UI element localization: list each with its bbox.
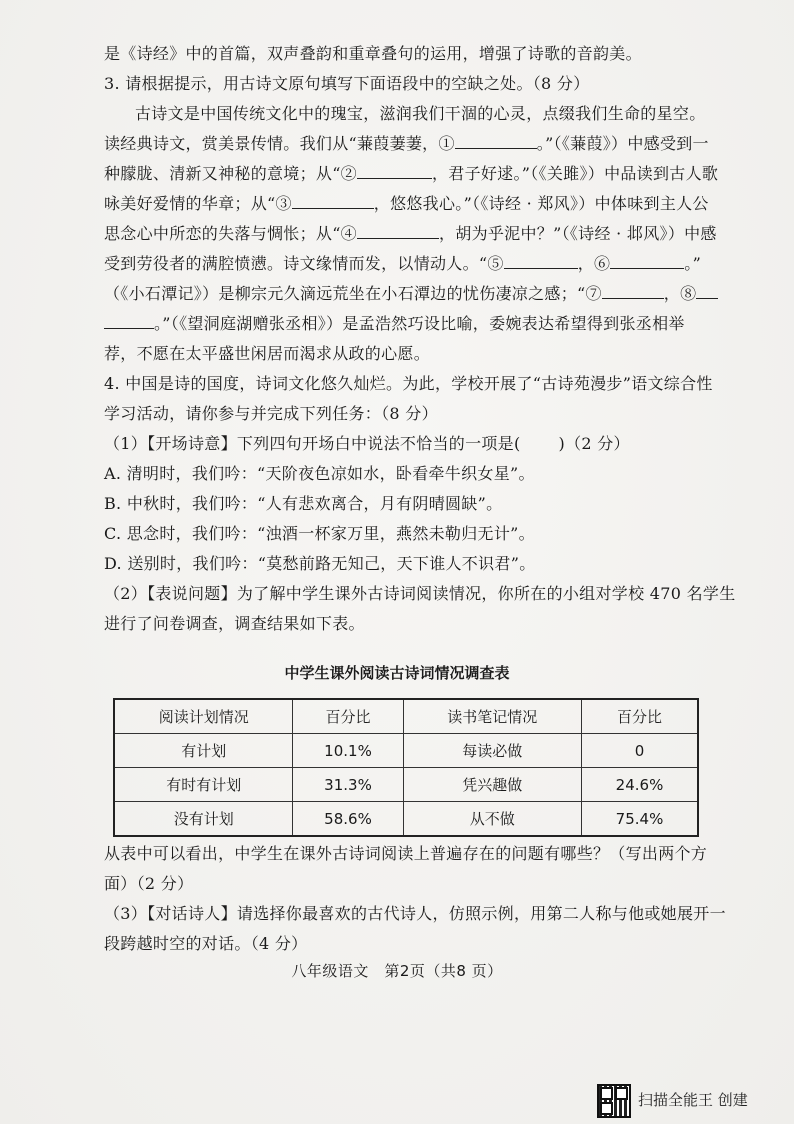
- paragraph-line: [104, 164, 718, 184]
- qr-finder-pattern: [600, 1087, 613, 1100]
- option-c: C. 思念时，我们吟：“浊酒一杯家万里，燕然未勒归无计”。: [104, 524, 535, 543]
- text-fragment: 读经典诗文，赏美景传情。我们从“蒹葭萋萋，①: [104, 134, 455, 153]
- table-header-cell: 百分比: [293, 699, 403, 734]
- question-4-heading-cont: 学习活动，请你参与并完成下列任务：（8 分）: [104, 404, 438, 423]
- text-fragment: 。”（《望洞庭湖赠张丞相》）是孟浩然巧设比喻，委婉表达希望得到张丞相举: [154, 314, 685, 333]
- answer-blank-4[interactable]: [357, 224, 439, 239]
- text-fragment: 种朦胧、清新又神秘的意境；从“②: [104, 164, 357, 183]
- table-header-cell: 读书笔记情况: [403, 699, 581, 734]
- after-table-question-cont: 面）（2 分）: [104, 874, 194, 893]
- table-cell: 从不做: [403, 802, 581, 837]
- table-header-cell: 阅读计划情况: [114, 699, 293, 734]
- answer-blank-1[interactable]: [455, 134, 537, 149]
- qr-finder-pattern: [615, 1087, 628, 1100]
- subquestion-2-cont: 进行了问卷调查，调查结果如下表。: [104, 614, 365, 633]
- paragraph-line: 古诗文是中国传统文化中的瑰宝，滋润我们干涸的心灵，点缀我们生命的星空。: [135, 104, 706, 123]
- text-fragment: ，⑥: [577, 254, 611, 273]
- paragraph-line: [104, 254, 701, 274]
- question-3-heading: 3. 请根据提示，用古诗文原句填写下面语段中的空缺之处。（8 分）: [104, 74, 590, 93]
- paragraph-line: [104, 314, 685, 334]
- table-cell: 有计划: [114, 734, 293, 768]
- table-header-row: [114, 699, 698, 734]
- table-cell: 75.4%: [582, 802, 698, 837]
- table-row: [114, 768, 698, 802]
- text-fragment: （《小石潭记》）是柳宗元久滴远荒坐在小石潭边的忧伤凄凉之感；“⑦: [104, 284, 602, 303]
- table-title: 中学生课外阅读古诗词情况调查表: [284, 664, 510, 682]
- table-cell: 58.6%: [293, 802, 403, 837]
- text-fragment: （1）【开场诗意】下列四句开场白中说法不恰当的一项是(: [104, 434, 521, 453]
- subquestion-3-cont: 段跨越时空的对话。（4 分）: [104, 934, 308, 953]
- table-cell: 没有计划: [114, 802, 293, 837]
- answer-blank-6[interactable]: [610, 254, 684, 269]
- text-fragment: ，悠悠我心。”（《诗经 · 郑风》）中体味到主人公: [373, 194, 709, 213]
- paragraph-line: [104, 284, 718, 304]
- subquestion-2: （2）【表说问题】为了解中学生课外古诗词阅读情况，你所在的小组对学校 470 名学生: [104, 584, 736, 603]
- text-fragment: ，⑧: [663, 284, 697, 303]
- answer-blank-5[interactable]: [504, 254, 578, 269]
- text-fragment: 受到劳役者的满腔愤懑。诗文缘情而发，以情动人。“⑤: [104, 254, 504, 273]
- table-header-cell: 百分比: [582, 699, 698, 734]
- scanner-watermark: 扫描全能王 创建: [638, 1091, 748, 1109]
- text-fragment: 。”: [684, 254, 702, 273]
- table-cell: 31.3%: [293, 768, 403, 802]
- paragraph-line: [104, 134, 709, 154]
- text-fragment: 。”（《蒹葭》）中感受到一: [536, 134, 709, 153]
- option-d: D. 送别时，我们吟：“莫愁前路无知己，天下谁人不识君”。: [104, 554, 536, 573]
- page-footer: 八年级语文 第2页（共8 页）: [291, 962, 503, 980]
- table-cell: 凭兴趣做: [403, 768, 581, 802]
- paragraph-line: [104, 224, 717, 244]
- text-fragment: 思念心中所恋的失落与惆怅；从“④: [104, 224, 357, 243]
- text-line: 是《诗经》中的首篇，双声叠韵和重章叠句的运用，增强了诗歌的音韵美。: [104, 44, 642, 63]
- table-row: [114, 734, 698, 768]
- answer-blank-7[interactable]: [602, 284, 664, 299]
- after-table-question: 从表中可以看出，中学生在课外古诗词阅读上普遍存在的问题有哪些？（写出两个方: [104, 844, 708, 863]
- subquestion-3: （3）【对话诗人】请选择你最喜欢的古代诗人，仿照示例，用第二人称与他或她展开一: [104, 904, 726, 923]
- text-fragment: ，胡为乎泥中？”（《诗经 · 邶风》）中感: [438, 224, 717, 243]
- answer-blank-8-end[interactable]: [104, 314, 154, 329]
- qr-finder-pattern: [600, 1102, 613, 1115]
- table-cell: 10.1%: [293, 734, 403, 768]
- text-fragment: )（2 分）: [558, 434, 630, 453]
- option-a: A. 清明时，我们吟：“天阶夜色凉如水，卧看牵牛织女星”。: [104, 464, 535, 483]
- question-4-heading: 4. 中国是诗的国度，诗词文化悠久灿烂。为此，学校开展了“古诗苑漫步”语文综合性: [104, 374, 713, 393]
- answer-blank-3[interactable]: [292, 194, 374, 209]
- text-fragment: ，君子好逑。”（《关雎》）中品读到古人歌: [431, 164, 719, 183]
- text-fragment: 咏美好爱情的华章；从“③: [104, 194, 292, 213]
- answer-blank-2[interactable]: [357, 164, 432, 179]
- table-row: [114, 802, 698, 837]
- subquestion-1: [104, 434, 630, 454]
- table-cell: 每读必做: [403, 734, 581, 768]
- paragraph-line: 荐，不愿在太平盛世闲居而渴求从政的心愿。: [104, 344, 431, 363]
- paragraph-line: [104, 194, 709, 214]
- survey-table: [113, 698, 699, 837]
- option-b: B. 中秋时，我们吟：“人有悲欢离合，月有阴晴圆缺”。: [104, 494, 503, 513]
- table-cell: 0: [582, 734, 698, 768]
- table-cell: 有时有计划: [114, 768, 293, 802]
- answer-blank-8-start[interactable]: [696, 284, 718, 299]
- qr-code-icon: [597, 1084, 631, 1118]
- table-cell: 24.6%: [582, 768, 698, 802]
